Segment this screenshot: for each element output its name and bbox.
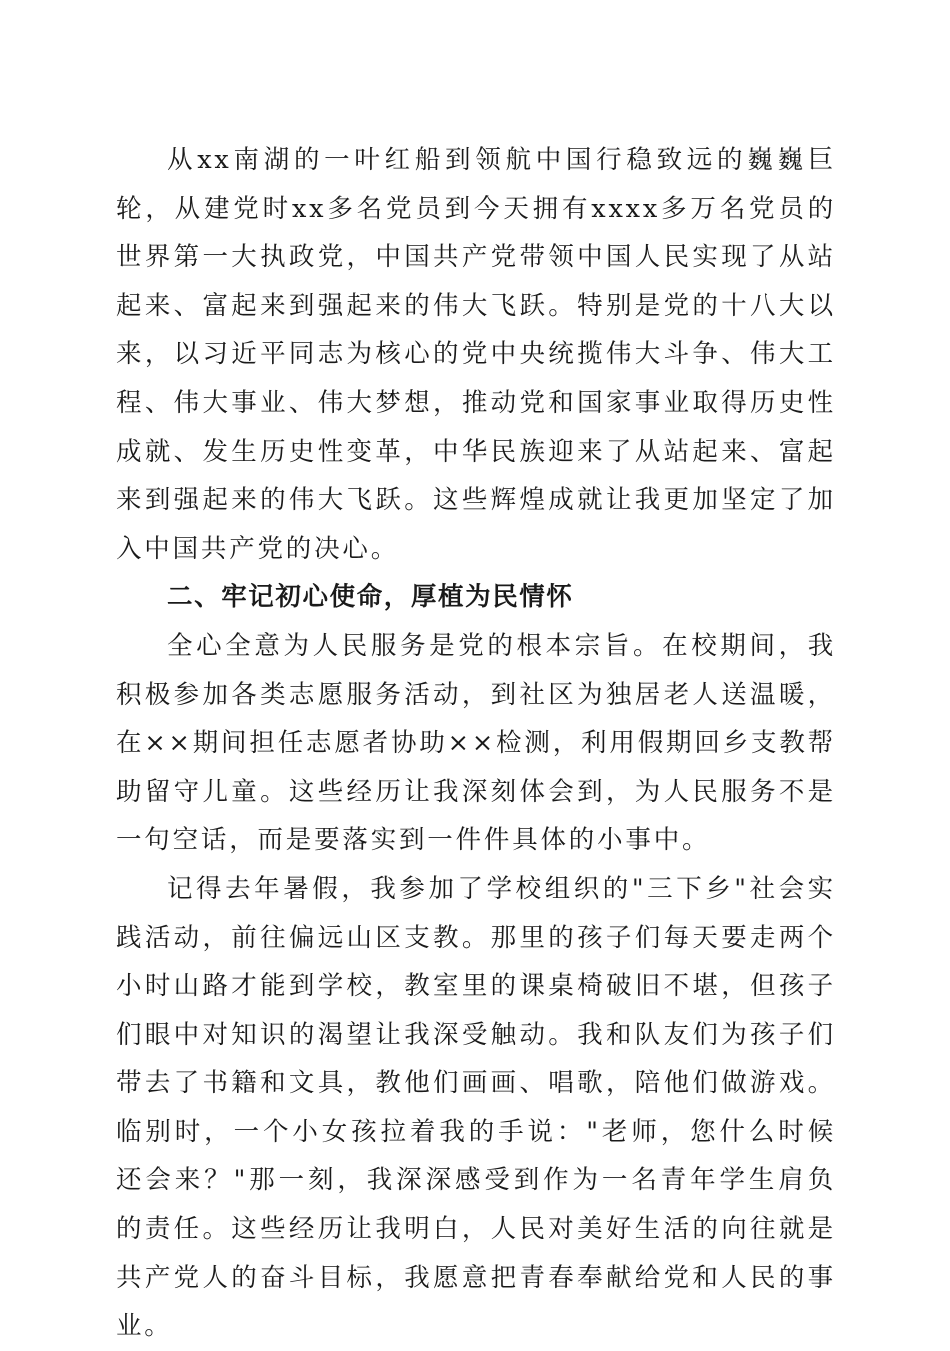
paragraph-history: 从xx南湖的一叶红船到领航中国行稳致远的巍巍巨轮，从建党时xx多名党员到今天拥有xxxx多万名党员的世界第一大执政党，中国共产党带领中国人民实现了从站起来、富起来到强起来的伟大飞跃。特别是党的十八大以来，以习近平同志为核心的党中央统揽伟大斗争、伟大工程、伟大事业、伟大梦想，推动党和国家事业取得历史性成就、发生历史性变革，中华民族迎来了从站起来、富起来到强起来的伟大飞跃。这些辉煌成就让我更加坚定了加入中国共产党的决心。 [116,145,836,564]
document-body [116,136,836,1351]
section-heading: 二、牢记初心使命，厚植为民情怀 [167,582,574,613]
paragraph-service: 全心全意为人民服务是党的根本宗旨。在校期间，我积极参加各类志愿服务活动，到社区为独居老人送温暖，在××期间担任志愿者协助××检测，利用假期回乡支教帮助留守儿童。这些经历让我深刻体会到，为人民服务不是一句空话，而是要落实到一件件具体的小事中。 [116,630,836,856]
paragraph-volunteer-story: 记得去年暑假，我参加了学校组织的"三下乡"社会实践活动，前往偏远山区支教。那里的孩子们每天要走两个小时山路才能到学校，教室里的课桌椅破旧不堪，但孩子们眼中对知识的渴望让我深受触动。我和队友们为孩子们带去了书籍和文具，教他们画画、唱歌，陪他们做游戏。临别时，一个小女孩拉着我的手说："老师，您什么时候还会来？"那一刻，我深深感受到作为一名青年学生肩负的责任。这些经历让我明白，人民对美好生活的向往就是共产党人的奋斗目标，我愿意把青春奉献给党和人民的事业。 [116,873,836,1342]
